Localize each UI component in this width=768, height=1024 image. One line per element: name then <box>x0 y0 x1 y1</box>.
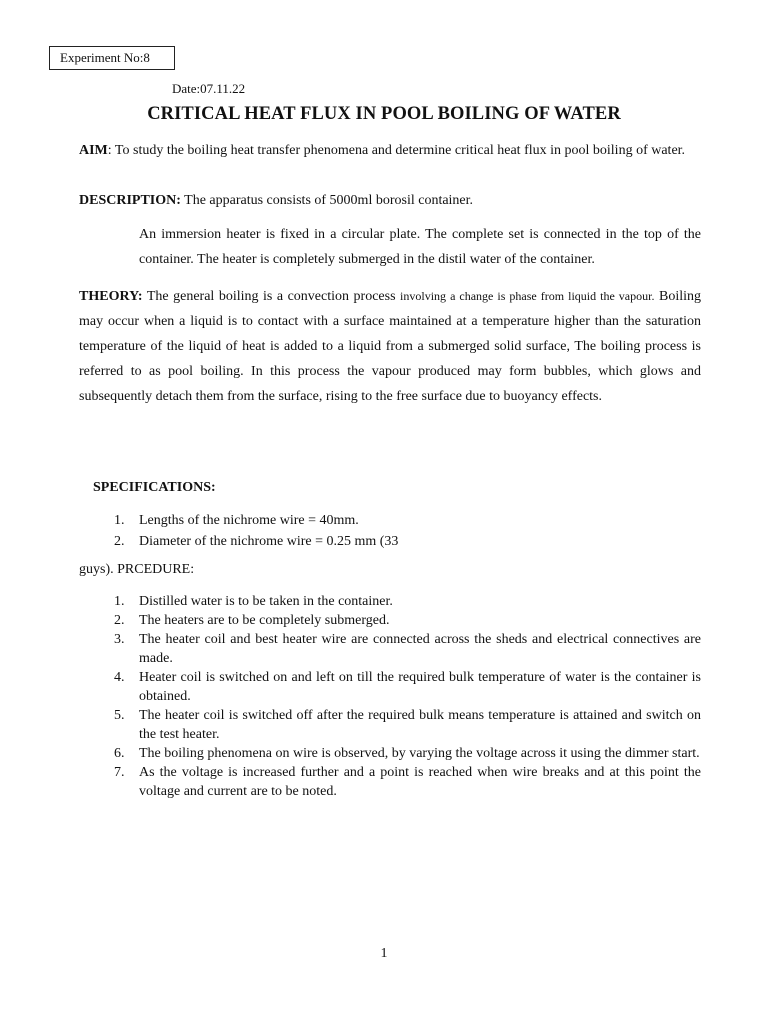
theory-paragraph <box>79 284 701 409</box>
list-text: Heater coil is switched on and left on till the required bulk temperature of water is the container is obtained. <box>139 670 701 704</box>
list-item <box>114 744 701 763</box>
procedure-list <box>114 592 701 801</box>
specifications-list <box>114 510 701 552</box>
list-text: As the voltage is increased further and a point is reached when wire breaks and at this point the voltage and current are to be noted. <box>139 765 701 799</box>
description-text: The apparatus consists of 5000ml borosil container. <box>180 193 474 208</box>
list-item <box>114 763 701 801</box>
list-item <box>114 531 701 552</box>
list-item <box>114 510 701 531</box>
list-item <box>114 630 701 668</box>
aim-text: : To study the boiling heat transfer phenomena and determine critical heat flux in pool boiling of water. <box>107 143 686 158</box>
list-number: 4. <box>114 670 125 685</box>
page-number: 1 <box>380 946 388 961</box>
list-text: The heater coil and best heater wire are connected across the sheds and electrical connectives are made. <box>139 632 701 666</box>
description-detail: An immersion heater is fixed in a circular plate. The complete set is connected in the top of the container. The heater is completely submerged in the distil water of the container. <box>139 227 701 267</box>
theory-text-small: involving a change is phase from liquid the vapour. <box>400 289 655 303</box>
theory-text-a: The general boiling is a convection process <box>142 289 401 304</box>
document-title: CRITICAL HEAT FLUX IN POOL BOILING OF WATER <box>147 104 621 124</box>
description-paragraph <box>79 191 701 210</box>
list-item <box>114 706 701 744</box>
list-number: 7. <box>114 765 125 780</box>
description-label: DESCRIPTION: <box>79 193 181 208</box>
list-text: Distilled water is to be taken in the container. <box>139 594 393 609</box>
list-number: 2. <box>114 613 125 628</box>
list-item <box>114 668 701 706</box>
list-text: Diameter of the nichrome wire = 0.25 mm (33 <box>139 534 399 549</box>
list-number: 2. <box>114 534 125 549</box>
list-number: 6. <box>114 746 125 761</box>
experiment-number: Experiment No:8 <box>60 50 150 65</box>
list-number: 5. <box>114 708 125 723</box>
list-text: The heaters are to be completely submerged. <box>139 613 390 628</box>
procedure-heading-line: guys). PRCEDURE: <box>79 562 195 577</box>
experiment-number-box <box>49 46 175 70</box>
specifications-heading: SPECIFICATIONS: <box>93 480 216 495</box>
theory-label: THEORY: <box>79 289 143 304</box>
list-item <box>114 611 701 630</box>
list-text: Lengths of the nichrome wire = 40mm. <box>139 513 359 528</box>
aim-paragraph <box>79 141 701 160</box>
aim-label: AIM <box>79 143 108 158</box>
list-number: 3. <box>114 632 125 647</box>
list-text: The boiling phenomena on wire is observed, by varying the voltage across it using the dimmer start. <box>139 746 700 761</box>
experiment-date: Date:07.11.22 <box>172 81 246 96</box>
list-number: 1. <box>114 513 125 528</box>
list-text: The heater coil is switched off after the required bulk means temperature is attained and switch on the test heater. <box>139 708 701 742</box>
theory-text-b: Boiling may occur when a liquid is to contact with a surface maintained at a temperature higher than the saturation temperature of the liquid of heat is added to a liquid from a submerged solid surface, The boiling process is referred to as pool boiling. In this process the vapour produced may form bubbles, which glows and subsequently detach them from the surface, rising to the free surface due to buoyancy effects. <box>79 289 701 404</box>
list-number: 1. <box>114 594 125 609</box>
list-item <box>114 592 701 611</box>
